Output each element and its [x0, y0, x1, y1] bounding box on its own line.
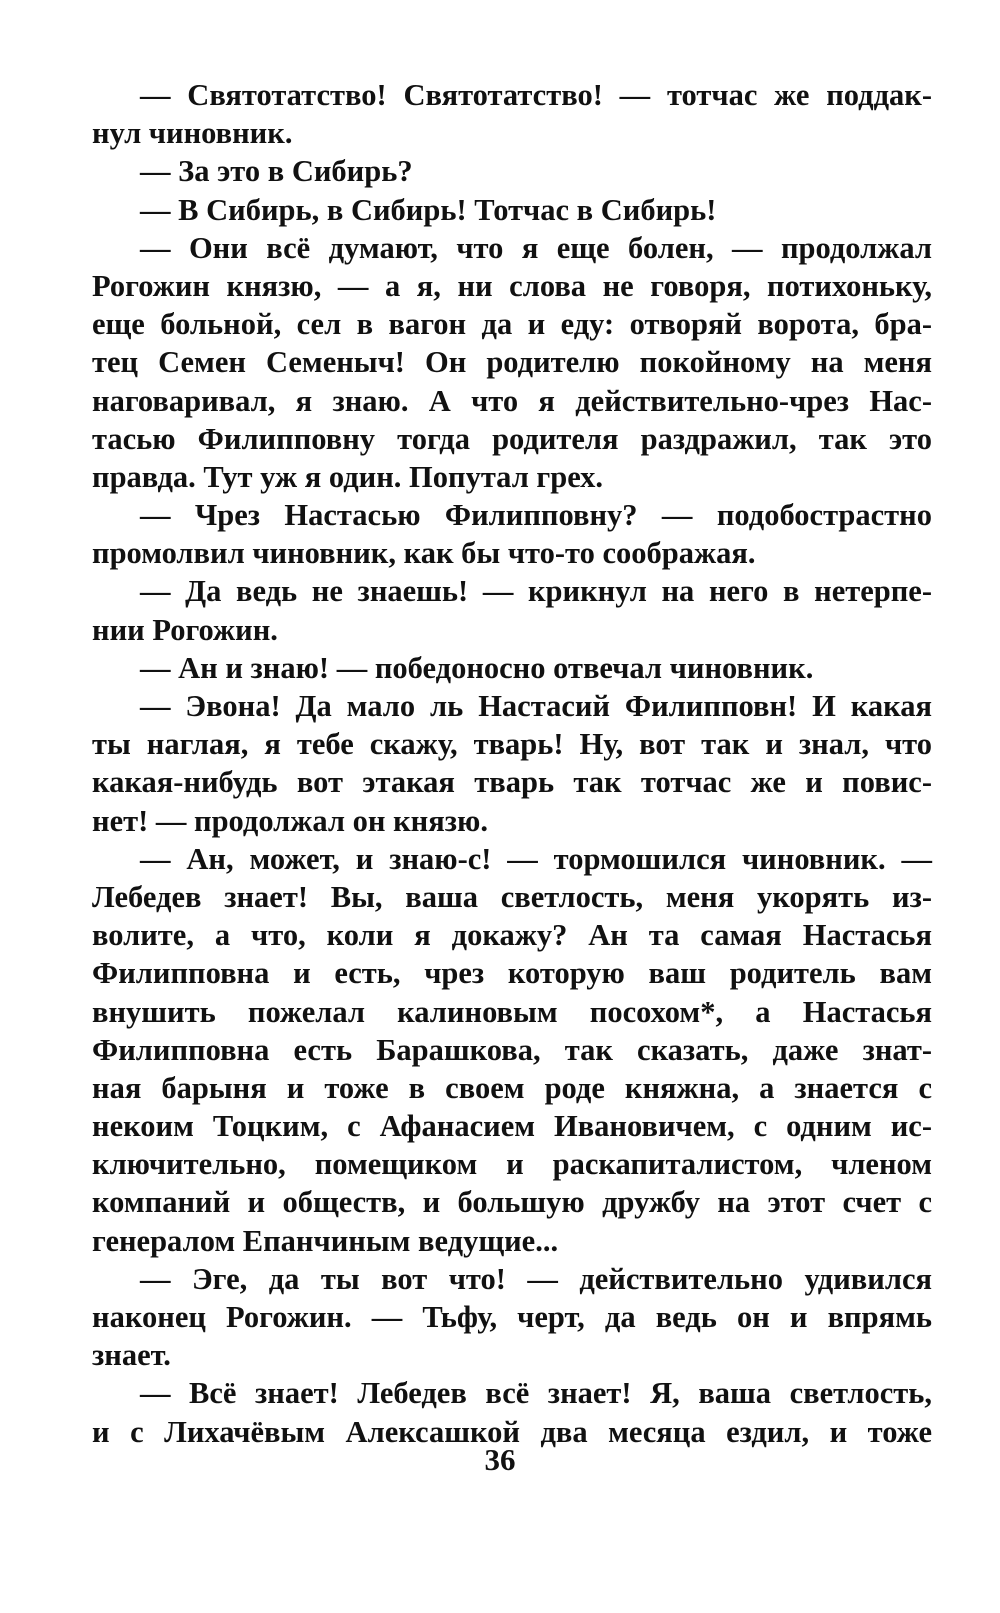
text-line: — Да ведь не знаешь! — крикнул на него в нетерпе-	[140, 574, 932, 609]
text-line: и с Лихачёвым Алексашкой два месяца ездил, и тоже	[92, 1414, 932, 1449]
text-line: промолвил чиновник, как бы что-то соображая.	[92, 536, 756, 571]
text-line: — Святотатство! Святотатство! — тотчас же поддак-	[140, 78, 932, 112]
text-line: Филипповна есть Барашкова, так сказать, даже знат-	[92, 1032, 932, 1067]
text-line: некоим Тоцким, с Афанасием Ивановичем, с одним ис-	[92, 1109, 932, 1144]
page-number: 36	[484, 1442, 516, 1477]
text-line: ключительно, помещиком и раскапиталистом, членом	[92, 1147, 932, 1182]
body-text	[92, 76, 932, 1451]
text-line: наконец Рогожин. — Тьфу, черт, да ведь он и впрямь	[92, 1300, 932, 1334]
text-line: — Чрез Настасью Филипповну? — подобострастно	[140, 498, 932, 533]
text-line: тец Семен Семеныч! Он родителю покойному на меня	[92, 345, 932, 380]
text-line: ная барыня и тоже в своем роде княжна, а знается с	[92, 1070, 932, 1105]
text-line: — Всё знает! Лебедев всё знает! Я, ваша светлость,	[140, 1376, 932, 1411]
text-line: ты наглая, я тебе скажу, тварь! Ну, вот так и знал, что	[92, 727, 932, 762]
text-line: Филипповна и есть, чрез которую ваш родитель вам	[92, 956, 932, 991]
text-line: — Они всё думают, что я еще болен, — продолжал	[140, 230, 932, 265]
text-line: генералом Епанчиным ведущие...	[92, 1223, 559, 1258]
text-line: нии Рогожин.	[92, 612, 278, 647]
text-line: компаний и обществ, и большую дружбу на этот счет с	[92, 1185, 932, 1220]
text-line: правда. Тут уж я один. Попутал грех.	[92, 459, 604, 494]
text-line: Лебедев знает! Вы, ваша светлость, меня укорять из-	[92, 879, 932, 914]
text-line: — В Сибирь, в Сибирь! Тотчас в Сибирь!	[140, 192, 717, 227]
text-line: тасью Филипповну тогда родителя раздражил, так это	[92, 421, 932, 456]
text-line: какая-нибудь вот этакая тварь так тотчас же и повис-	[92, 765, 932, 800]
text-line: наговаривал, я знаю. А что я действительно-чрез Нас-	[92, 383, 932, 418]
text-line: нул чиновник.	[92, 116, 293, 151]
text-line: — Ан и знаю! — победоносно отвечал чиновник.	[140, 650, 814, 685]
text-line: еще больной, сел в вагон да и еду: отворяй ворота, бра-	[92, 307, 932, 342]
text-line: — Эге, да ты вот что! — действительно удивился	[140, 1261, 932, 1296]
text-line: внушить пожелал калиновым посохом*, а Настасья	[92, 994, 932, 1029]
text-line: Рогожин князю, — а я, ни слова не говоря, потихоньку,	[92, 268, 932, 303]
text-line: волите, а что, коли я докажу? Ан та самая Настасья	[92, 918, 932, 953]
text-line: нет! — продолжал он князю.	[92, 803, 488, 838]
text-line: знает.	[92, 1338, 171, 1373]
text-line: — За это в Сибирь?	[140, 154, 413, 189]
text-line: — Ан, может, и знаю-с! — тормошился чиновник. —	[140, 841, 932, 876]
text-line: — Эвона! Да мало ль Настасий Филипповн! И какая	[140, 689, 932, 723]
